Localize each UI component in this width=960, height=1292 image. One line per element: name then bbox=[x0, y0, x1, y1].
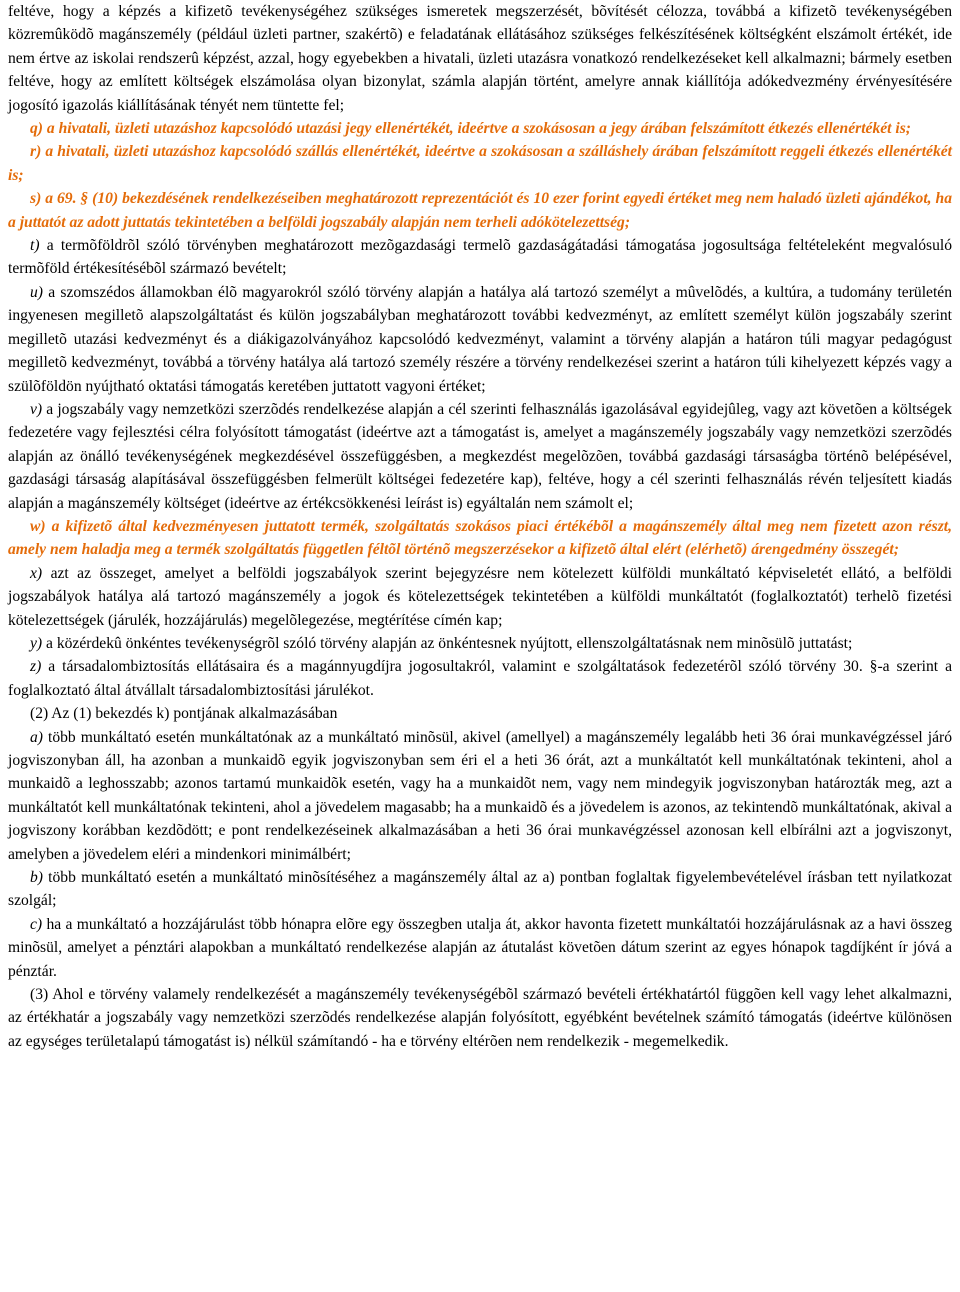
paragraph-continuation bbox=[8, 0, 952, 117]
paragraph-y bbox=[8, 632, 952, 655]
paragraph-text: (2) Az (1) bekezdés k) pontjának alkalmazásában bbox=[30, 705, 338, 723]
paragraph-text: feltéve, hogy a képzés a kifizetõ tevékenységéhez szükséges ismeretek megszerzését, bõvítését célozza, továbbá a kifizetõ tevékenységében közremûködõ magánszemély (például üzleti partner, szakértõ) e feladatának ellátásához szükséges felkészítésének költségként elszámolt értékét, ide nem értve az iskolai rendszerû képzést, azzal, hogy egyebekben a hivatali, üzleti utazásra vonatkozó rendelkezéseket kell alkalmazni; bármely esetben feltéve, hogy az említett költségek elszámolása olyan bizonylat, számla alapján történt, amelyre annak kiállítója adókedvezmény érvényesítésére jogosító igazolás kiállításának tényét nem tüntette fel; bbox=[8, 3, 952, 114]
paragraph-2c bbox=[8, 913, 952, 983]
paragraph-text: a társadalombiztosítás ellátásaira és a magánnyugdíjra jogosultakról, valamint e szolgáltatások fedezetérõl szóló törvény 30. §-a szerint a foglalkoztató által átvállalt társadalombiztosítási járulékot. bbox=[8, 658, 952, 699]
paragraph-section-2 bbox=[8, 702, 952, 725]
paragraph-text: a termõföldrõl szóló törvényben meghatározott mezõgazdasági termelõ gazdaságátadási támogatása jogosultsága feltételeként megvalósuló termõföld értékesítésébõl származó bevételt; bbox=[8, 237, 952, 278]
paragraph-2a bbox=[8, 726, 952, 866]
paragraph-text: a kifizetõ által kedvezményesen juttatott termék, szolgáltatás szokásos piaci értékébõl a magánszemély által meg nem fizetett azon részt, amely nem haladja meg a termék szolgáltatás független féltõl történõ megszerzésekor a kifizetõ által elért (elérhetõ) árengedmény összegét; bbox=[8, 517, 952, 559]
paragraph-z bbox=[8, 655, 952, 702]
paragraph-v bbox=[8, 398, 952, 515]
point-label: x) bbox=[30, 564, 43, 582]
point-label: a) bbox=[30, 728, 43, 746]
point-label: c) bbox=[30, 915, 43, 933]
paragraph-text: több munkáltató esetén munkáltatónak az a munkáltató minõsül, akivel (amellyel) a magánszemély legalább heti 36 órai munkavégzéssel járó jogviszonyban áll, ha azonban a munkaidõ egyik jogviszonyban sem éri el a heti 36 órát, azt a munkáltatót kell munkáltatónak tekinteni, ahol a munkaidõ a leghosszabb; azonos tartamú munkaidõk esetén, vagy ha a munkaidõt nem, vagy nem mindegyik jogviszonyban határozták meg, azt a munkáltatót kell munkáltatónak tekinteni, ahol a jövedelem magasabb; ha a munkaidõ és a jövedelem is azonos, az tekintendõ munkáltatónak, akival a jogviszony korábban kezdõdött; e pont rendelkezéseinek alkalmazásában a heti 36 órai munkavégzéssel azonosan kell elbírálni azt a jogviszonyt, amelyben a jövedelem eléri a mindenkori minimálbért; bbox=[8, 728, 952, 863]
point-label: t) bbox=[30, 237, 40, 255]
paragraph-text: ha a munkáltató a hozzájárulást több hónapra elõre egy összegben utalja át, akkor havonta fizetett munkáltatói hozzájárulásnak az a havi összeg minõsül, amelyet a pénztári alapokban a munkáltató rendelkezése alapján az átutalást követõen dátum szerint az egyes hónapok tagdíjként ír jóvá a pénztár. bbox=[8, 915, 952, 980]
paragraph-q bbox=[8, 117, 952, 140]
paragraph-text: a jogszabály vagy nemzetközi szerzõdés rendelkezése alapján a cél szerinti felhasználás igazolásával egyidejûleg, vagy azt követõen a költségek fedezetére vagy fejlesztési célra folyósított támogatást (ideértve azt a támogatást is, amelyet a magánszemély jogszabály vagy nemzetközi szerzõdés alapján az önálló tevékenységének megkezdésével összefüggésben, a megkezdést megelõzõen, továbbá gazdasági társaságba történõ belépésével, gazdasági társaság alapításával összefüggésben felmerült költségei fedezetére kap), feltéve, hogy a cél szerinti felhasználás révén teljesített kiadás alapján a magánszemély költséget (ideértve az értékcsökkenési leírást is) egyáltalán nem számolt el; bbox=[8, 400, 952, 512]
paragraph-x bbox=[8, 562, 952, 632]
paragraph-text: (3) Ahol e törvény valamely rendelkezését a magánszemély tevékenységébõl származó bevételi értékhatártól függõen kell vagy lehet alkalmazni, az értékhatár a jogszabály vagy nemzetközi szerzõdés rendelkezése alapján folyósított, egyébként bevételnek számító támogatás (ideértve különösen az egységes területalapú támogatást is) nélkül számítandó - ha e törvény eltérõen nem rendelkezik - megemelkedik. bbox=[8, 986, 952, 1050]
point-label: s) bbox=[30, 190, 42, 208]
paragraph-text: több munkáltató esetén a munkáltató minõsítéséhez a magánszemély által az a) pontban foglaltak figyelembevételével írásban tett nyilatkozat szolgál; bbox=[8, 869, 952, 910]
paragraph-text: a hivatali, üzleti utazáshoz kapcsolódó szállás ellenértékét, ideértve a szokásosan a szálláshely árában felszámított reggeli étkezés ellenértékét is; bbox=[8, 143, 952, 184]
point-label: b) bbox=[30, 869, 43, 887]
paragraph-text: a hivatali, üzleti utazáshoz kapcsolódó utazási jegy ellenértékét, ideértve a szokásosan a jegy árában felszámított étkezés ellenértékét is; bbox=[43, 120, 912, 138]
paragraph-text: azt az összeget, amelyet a belföldi jogszabályok szerint bejegyzésre nem kötelezett külföldi munkáltató képviseletét ellátó, a belföldi jogszabályok hatálya alá tartozó magánszemély a jogok és kötelezettségek tekintetében a külföldi munkáltatót (foglalkoztatót) terhelõ fizetési kötelezettségek (járulék, hozzájárulás) megelõlegezése, megtérítése címén kap; bbox=[8, 564, 952, 629]
point-label: v) bbox=[30, 400, 43, 418]
paragraph-text: a 69. § (10) bekezdésének rendelkezéseiben meghatározott reprezentációt és 10 ezer forint egyedi értéket meg nem haladó üzleti ajándékot, ha a juttatót az adott juttatás tekintetében a belföldi jogszabály alapján nem terheli adókötelezettség; bbox=[8, 190, 952, 231]
point-label: u) bbox=[30, 283, 43, 301]
point-label: r) bbox=[30, 143, 42, 161]
paragraph-t bbox=[8, 234, 952, 281]
point-label: z) bbox=[30, 658, 42, 676]
point-label: w) bbox=[30, 517, 46, 535]
paragraph-2b bbox=[8, 866, 952, 913]
paragraph-text: a szomszédos államokban élõ magyarokról szóló törvény alapján a hatálya alá tartozó személyt a mûvelõdés, a kultúra, a tudomány területén ingyenesen megilletõ alapszolgáltatást és külön jogszabályban meghatározott további kedvezményt, az említett személyt külön jogszabály szerint megilletõ utazási kedvezményt és a diákigazolványához kapcsolódó kedvezményt, valamint a törvény alapján a határon túli magyar pedagógust megilletõ kedvezményt, továbbá a törvény hatálya alá tartozó személy részére a törvény rendelkezései szerint a határon túli kihelyezett képzés vagy a szülõföldön nyújtható oktatási támogatás keretében juttatott vagyoni értéket; bbox=[8, 283, 952, 395]
paragraph-u bbox=[8, 281, 952, 398]
point-label: y) bbox=[30, 634, 43, 652]
paragraph-section-3 bbox=[8, 983, 952, 1053]
paragraph-r bbox=[8, 140, 952, 187]
point-label: q) bbox=[30, 120, 43, 138]
paragraph-w bbox=[8, 515, 952, 562]
paragraph-text: a közérdekû önkéntes tevékenységrõl szóló törvény alapján az önkéntesnek nyújtott, ellenszolgáltatásnak nem minõsülõ juttatást; bbox=[42, 634, 853, 652]
paragraph-s bbox=[8, 187, 952, 234]
